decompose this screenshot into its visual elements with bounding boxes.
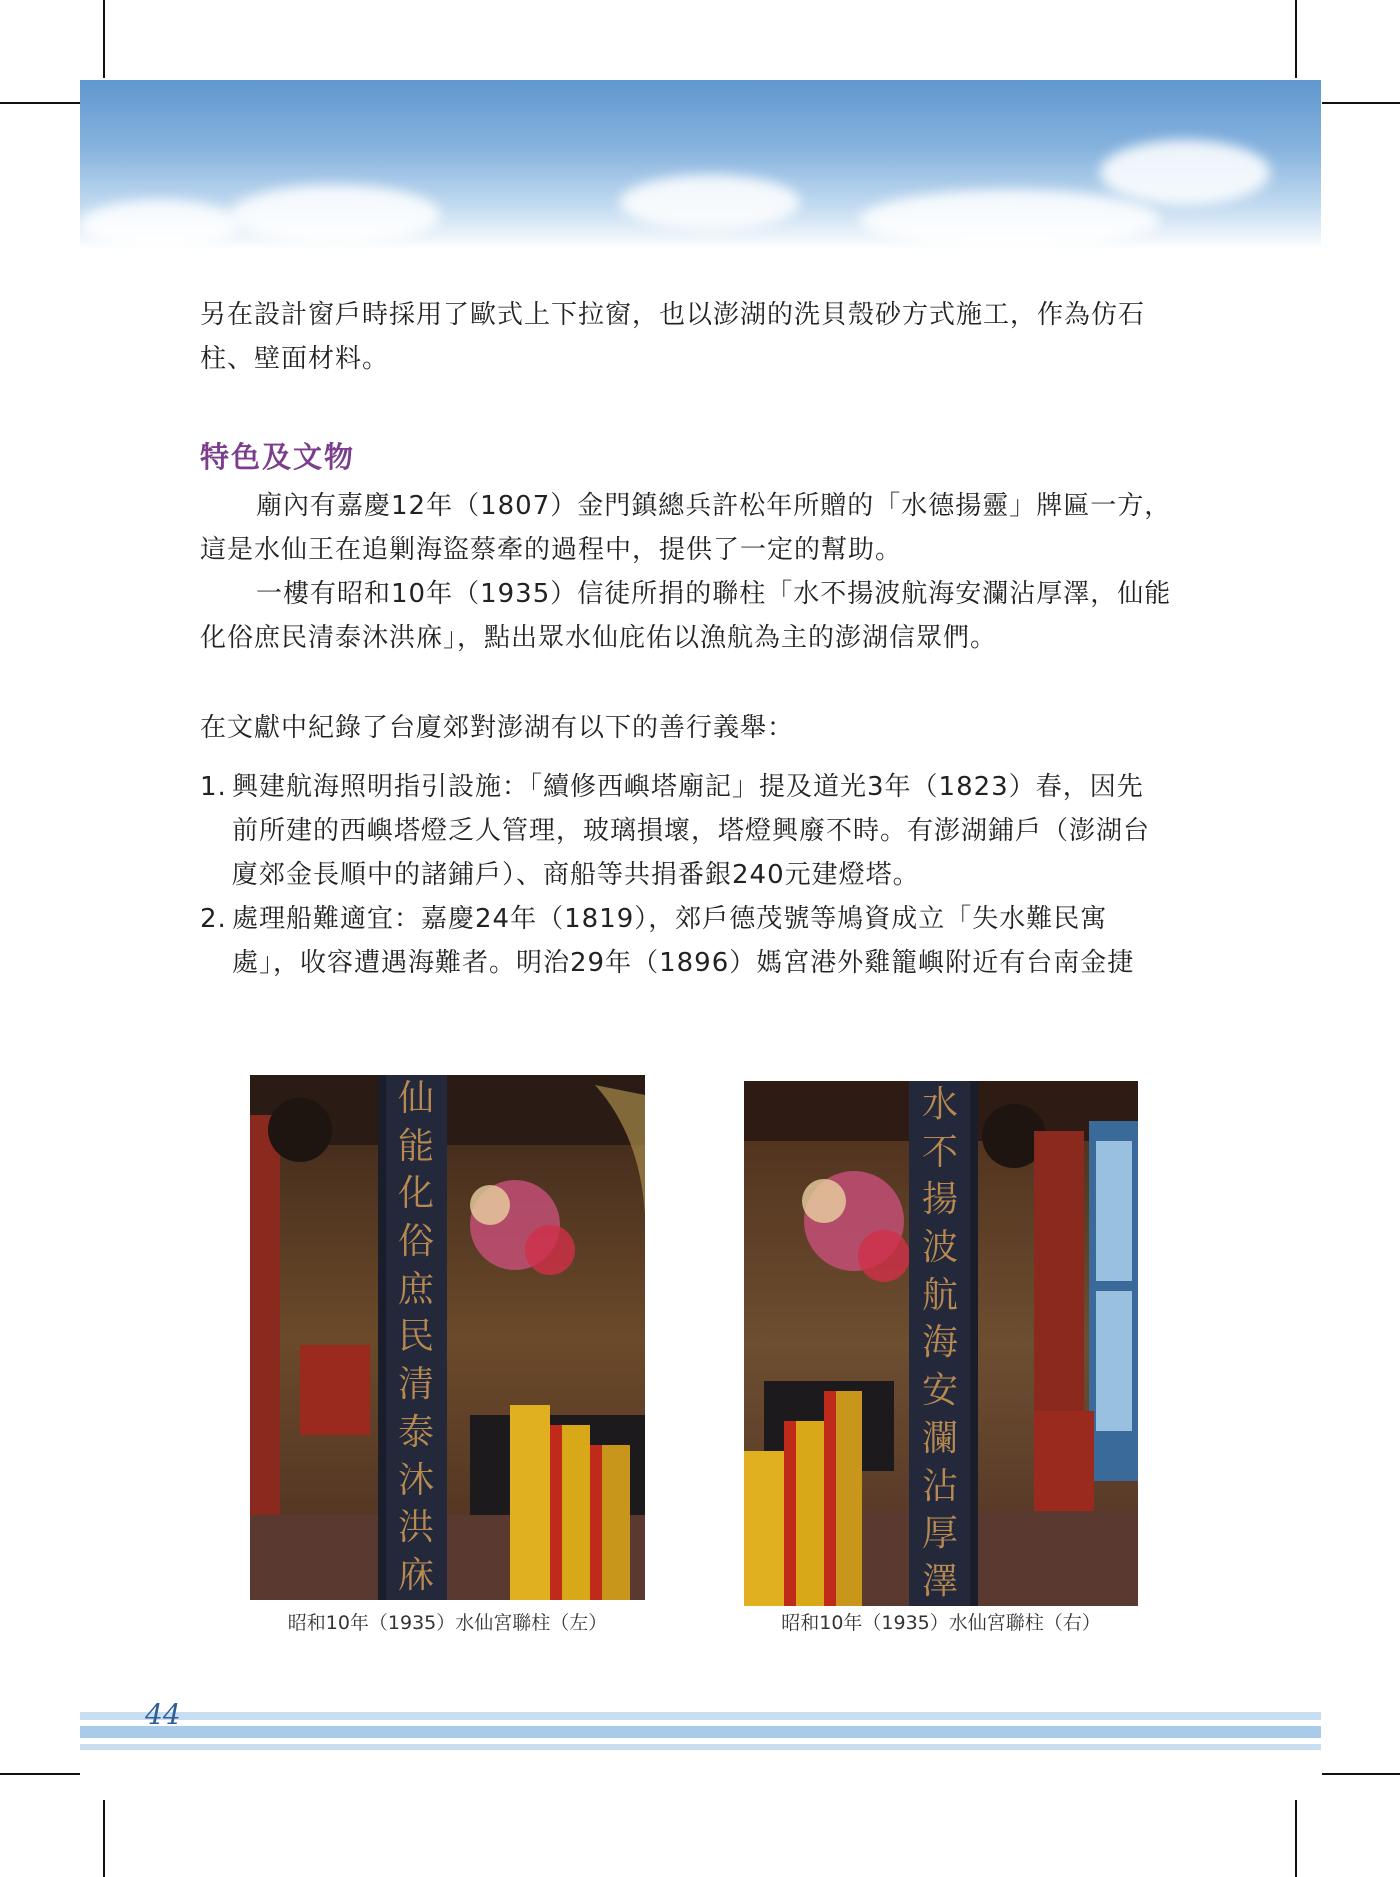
crop-mark [0, 102, 80, 104]
list-item-text [232, 897, 1134, 985]
couplet-character: 清 [397, 1364, 434, 1406]
photo-left-couplet-pillar [250, 1075, 645, 1600]
photo-right-couplet-pillar [744, 1081, 1138, 1606]
crop-mark [1322, 1773, 1400, 1775]
couplet-character: 洪 [397, 1507, 434, 1549]
intro-line: 另在設計窗戶時採用了歐式上下拉窗，也以澎湖的洗貝殼砂方式施工，作為仿石 [200, 300, 1146, 330]
crop-mark [103, 1800, 105, 1877]
couplet-character: 泰 [397, 1411, 434, 1453]
crop-mark [1295, 0, 1297, 78]
couplet-character: 瀾 [921, 1417, 958, 1459]
couplet-character: 沾 [921, 1465, 958, 1507]
couplet-character: 化 [397, 1173, 434, 1215]
paragraph-line: 化俗庶民清泰沐洪庥」，點出眾水仙庇佑以漁航為主的澎湖信眾們。 [200, 623, 998, 653]
cloud [620, 175, 800, 230]
section-heading: 特色及文物 [200, 440, 356, 474]
photo-caption-left: 昭和10年（1935）水仙宮聯柱（左） [287, 1612, 608, 1634]
list-line: 前所建的西嶼塔燈乏人管理，玻璃損壞，塔燈興廢不時。有澎湖鋪戶（澎湖台 [232, 816, 1151, 846]
list-line: 處理船難適宜：嘉慶24年（1819），郊戶德茂號等鳩資成立「失水難民寓 [232, 904, 1108, 934]
couplet-text-right [909, 1081, 971, 1606]
couplet-character: 仙 [397, 1078, 434, 1119]
intro-line: 柱、壁面材料。 [200, 344, 390, 374]
couplet-character: 水 [921, 1084, 958, 1125]
crop-mark [1295, 1800, 1297, 1877]
couplet-character: 海 [921, 1322, 958, 1364]
list-number: 2. [200, 904, 227, 934]
footer-stripe [80, 1712, 1321, 1720]
paragraph-line: 廟內有嘉慶12年（1807）金門鎮總兵許松年所贈的「水德揚靈」牌匾一方， [256, 491, 1172, 521]
list-item-text [232, 765, 1150, 897]
photo-left-illustration [250, 1075, 645, 1600]
couplet-character: 不 [921, 1131, 958, 1173]
list-line: 處」，收容遭遇海難者。明治29年（1896）媽宮港外雞籠嶼附近有台南金捷 [232, 948, 1135, 978]
cloud [1100, 140, 1270, 205]
couplet-text-left [385, 1075, 447, 1600]
crop-mark [0, 1773, 80, 1775]
list-item [200, 765, 1200, 897]
section-body [200, 484, 1200, 660]
sky-header-banner [80, 80, 1321, 250]
paragraph-line: 一樓有昭和10年（1935）信徒所捐的聯柱「水不揚波航海安瀾沾厚澤，仙能 [256, 579, 1172, 609]
records-intro: 在文獻中紀錄了台廈郊對澎湖有以下的善行義舉： [200, 713, 795, 743]
footer-stripe [80, 1726, 1321, 1738]
crop-mark [103, 0, 105, 78]
couplet-character: 厚 [921, 1513, 958, 1555]
paragraph-line: 這是水仙王在追剿海盜蔡牽的過程中，提供了一定的幫助。 [200, 535, 903, 565]
couplet-character: 波 [921, 1227, 958, 1269]
couplet-character: 能 [397, 1125, 434, 1167]
couplet-character: 庥 [397, 1554, 434, 1596]
intro-paragraph [200, 293, 1200, 381]
cloud [230, 185, 440, 245]
couplet-character: 俗 [397, 1221, 434, 1263]
records-list [200, 765, 1200, 985]
couplet-character: 安 [921, 1370, 958, 1412]
couplet-character: 民 [397, 1316, 434, 1358]
crop-mark [1322, 102, 1400, 104]
cloud [80, 200, 240, 250]
page-number: 44 [145, 1698, 181, 1731]
cloud [860, 190, 1160, 250]
couplet-character: 沐 [397, 1459, 434, 1501]
list-number: 1. [200, 772, 227, 802]
footer-stripe [80, 1744, 1321, 1750]
list-item [200, 897, 1200, 985]
couplet-character: 航 [921, 1274, 958, 1316]
list-line: 廈郊金長順中的諸鋪戶）、商船等共捐番銀240元建燈塔。 [232, 860, 920, 890]
list-line: 興建航海照明指引設施：「續修西嶼塔廟記」提及道光3年（1823）春，因先 [232, 772, 1144, 802]
couplet-character: 澤 [921, 1560, 958, 1602]
couplet-character: 揚 [921, 1179, 958, 1221]
photo-caption-right: 昭和10年（1935）水仙宮聯柱（右） [781, 1612, 1101, 1634]
couplet-character: 庶 [397, 1268, 434, 1310]
